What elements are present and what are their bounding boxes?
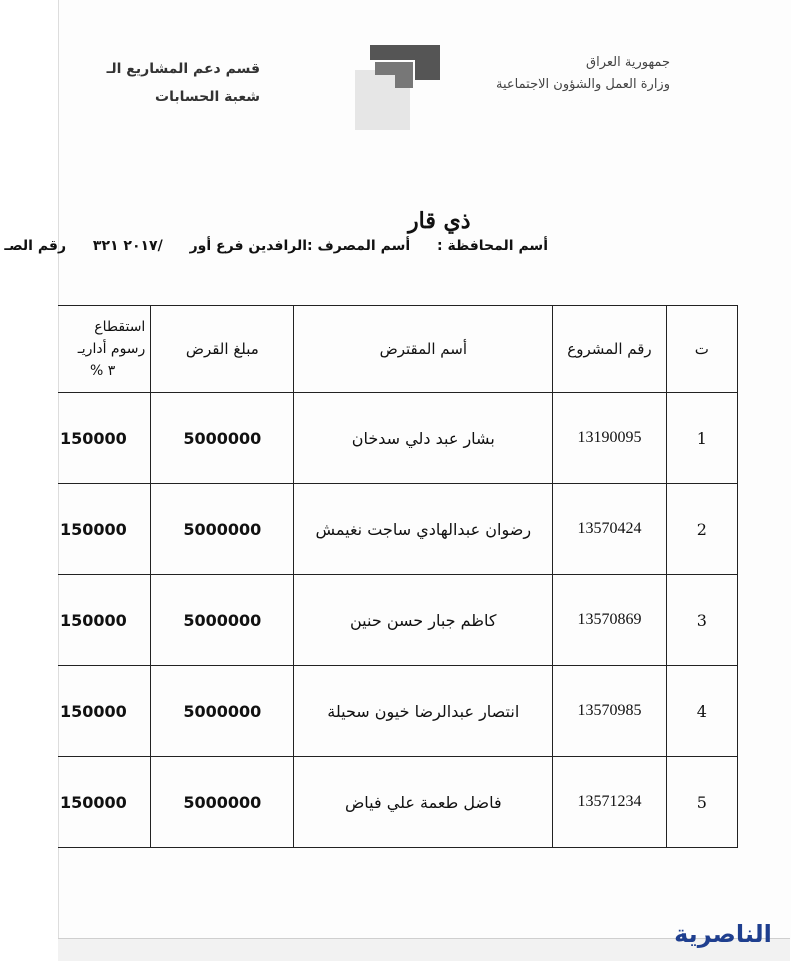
ministry-line: وزارة العمل والشؤون الاجتماعية <box>496 77 670 92</box>
ministry-header <box>496 52 670 96</box>
header-project-number: رقم المشروع <box>553 306 667 393</box>
row-borrower-name: فاضل طعمة علي فياض <box>294 757 553 848</box>
header-borrower-name: أسم المقترض <box>294 306 553 393</box>
cheque-label: رقم الصـ <box>4 238 67 254</box>
ministry-logo-icon <box>355 40 445 135</box>
row-loan-amount: 5000000 <box>151 757 294 848</box>
header-index: ت <box>666 306 737 393</box>
table-row <box>58 393 738 484</box>
row-project-number: 13571234 <box>553 757 667 848</box>
row-project-number: 13570869 <box>553 575 667 666</box>
governorate-label: أسم المحافظة : <box>437 238 548 254</box>
header-loan-amount: مبلغ القرض <box>151 306 294 393</box>
row-loan-amount: 5000000 <box>151 393 294 484</box>
row-index: 3 <box>666 575 737 666</box>
header-fee <box>58 306 151 393</box>
row-fee: 150000 <box>58 484 151 575</box>
row-fee: 150000 <box>58 757 151 848</box>
row-borrower-name: رضوان عبدالهادي ساجت نغيمش <box>294 484 553 575</box>
loans-table <box>58 305 738 848</box>
row-project-number: 13570424 <box>553 484 667 575</box>
row-project-number: 13190095 <box>553 393 667 484</box>
table-row <box>58 575 738 666</box>
row-borrower-name: كاظم جبار حسن حنين <box>294 575 553 666</box>
row-index: 1 <box>666 393 737 484</box>
department-header <box>60 55 260 111</box>
country-line: جمهورية العراق <box>586 55 670 70</box>
row-loan-amount: 5000000 <box>151 666 294 757</box>
row-index: 4 <box>666 666 737 757</box>
row-fee: 150000 <box>58 666 151 757</box>
row-loan-amount: 5000000 <box>151 484 294 575</box>
department-line: قسم دعم المشاريع الـ <box>106 61 260 77</box>
table-header-row <box>58 306 738 393</box>
bank-label: أسم المصرف :الرافدين فرع أور <box>189 238 411 254</box>
table-row <box>58 484 738 575</box>
watermark-logo: الناصرية <box>674 920 772 948</box>
row-borrower-name: بشار عبد دلي سدخان <box>294 393 553 484</box>
row-fee: 150000 <box>58 575 151 666</box>
row-borrower-name: انتصار عبدالرضا خيون سحيلة <box>294 666 553 757</box>
table-row <box>58 757 738 848</box>
document-number: /٢٠١٧ ٣٢١ <box>92 238 163 254</box>
document-info-line <box>4 238 548 254</box>
row-index: 5 <box>666 757 737 848</box>
header-fee-line2: رسوم أداريـ <box>77 341 146 357</box>
header-fee-line3: ٣ % <box>90 363 116 379</box>
table-row <box>58 666 738 757</box>
row-project-number: 13570985 <box>553 666 667 757</box>
header-fee-line1: استقطاع <box>94 319 146 335</box>
row-index: 2 <box>666 484 737 575</box>
row-loan-amount: 5000000 <box>151 575 294 666</box>
row-fee: 150000 <box>58 393 151 484</box>
section-line: شعبة الحسابات <box>155 89 260 105</box>
governorate-value: ذي قار <box>408 208 471 234</box>
